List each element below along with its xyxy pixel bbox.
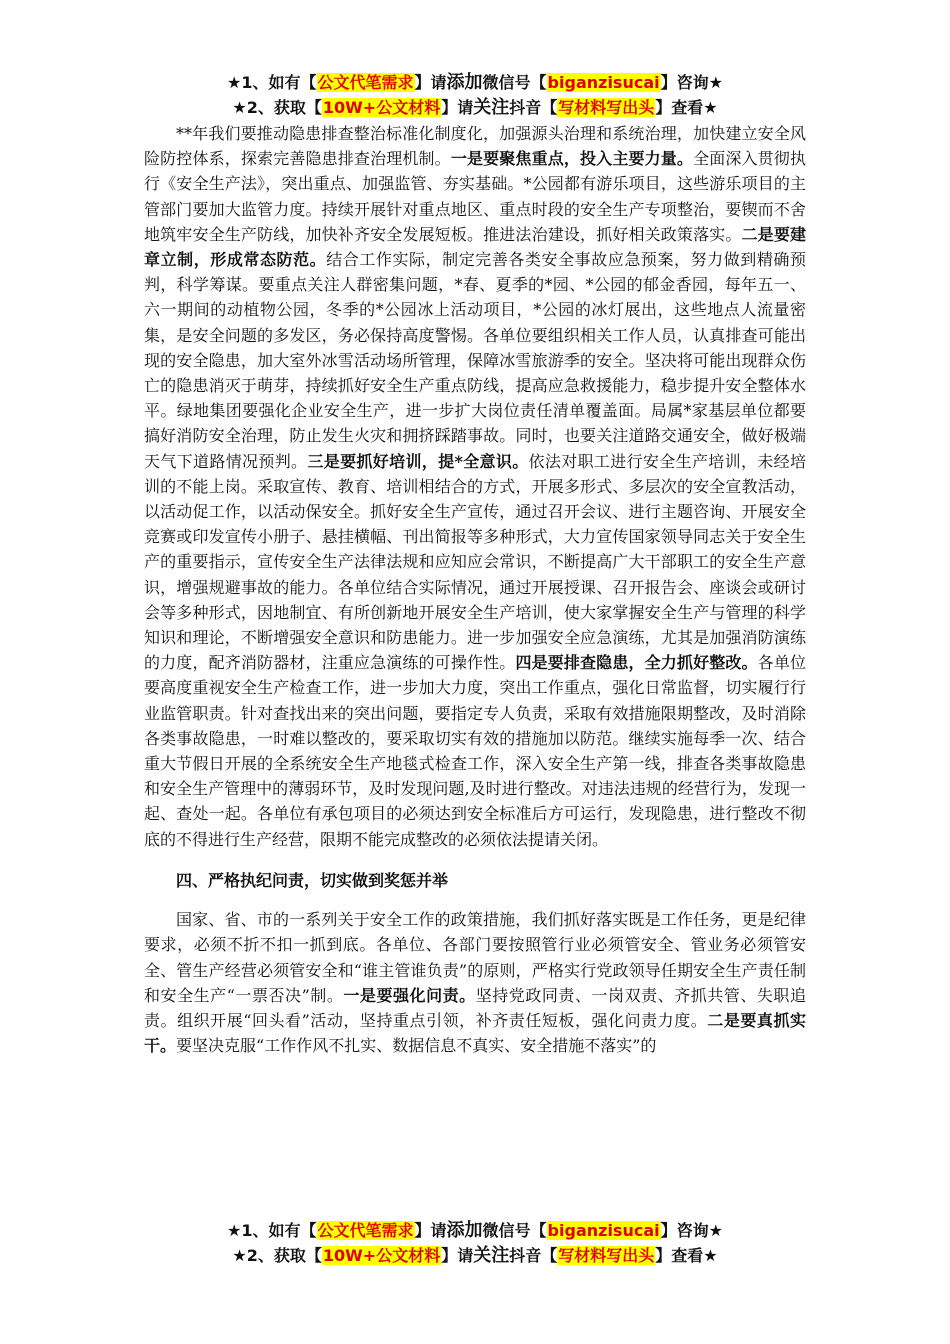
point-four-title: 四是要排查隐患，全力抓好整改。 — [515, 653, 758, 673]
promo-banner-top — [0, 70, 950, 120]
douyin-id: 写材料写出头 — [558, 1246, 655, 1265]
section-heading: 四、严格执纪问责，切实做到奖惩并举 — [176, 870, 449, 890]
accountability-point-one: 一是要强化问责。 — [343, 985, 476, 1005]
accountability-point-two: 二是要真抓实干。 — [144, 1010, 806, 1056]
highlight-keyword: 10W+公文材料 — [322, 98, 441, 117]
promo-banner-bottom — [0, 1218, 950, 1268]
promo-line-1: ★1、如有【公文代笔需求】请添加微信号【biganzisucai】咨询★ — [227, 72, 723, 93]
point-one-title: 一是要聚焦重点，投入主要力量。 — [450, 149, 694, 169]
wechat-id: biganzisucai — [547, 1221, 660, 1240]
paragraph-measures: **年我们要推动隐患排查整治标准化制度化，加强源头治理和系统治理，加快建立安全风险防控体系，探索完善隐患排查治理机制。一是要聚焦重点，投入主要力量。全面深入贯彻执行《安全生产法》，突出重点、加强监管、夯实基础。*公园都有游乐项目，这些游乐项目的主管部门要加大监管力度。持续开展针对重点地区、重点时段的安全生产专项整治，要锲而不舍地筑牢安全生产防线，加快补齐安全发展短板。推进法治建设，抓好相关政策落实。二是要建章立制，形成常态防范。结合工作实际，制定完善各类安全事故应急预案，努力做到精确预判，科学筹谋。要重点关注人群密集问题，*春、夏季的*园、*公园的郁金香园，每年五一、六一期间的动植物公园，冬季的*公园冰上活动项目，*公园的冰灯展出，这些地点人流量密集，是安全问题的多发区，务必保持高度警惕。各单位要组织相关工作人员，认真排查可能出现的安全隐患，加大室外冰雪活动场所管理，保障冰雪旅游季的安全。坚决将可能出现群众伤亡的隐患消灭于萌芽，持续抓好安全生产重点防线，提高应急救援能力，稳步提升安全整体水平。绿地集团要强化企业安全生产，进一步扩大岗位责任清单覆盖面。局属*家基层单位都要搞好消防安全治理，防止发生火灾和拥挤踩踏事故。同时，也要关注道路交通安全，做好极端天气下道路情况预判。三是要抓好培训，提*全意识。依法对职工进行安全生产培训，未经培训的不能上岗。采取宣传、教育、培训相结合的方式，开展多形式、多层次的安全宣教活动，以活动促工作，以活动保安全。抓好安全生产宣传，通过召开会议、进行主题咨询、开展安全竞赛或印发宣传小册子、悬挂横幅、刊出简报等多种形式，大力宣传国家领导同志关于安全生产的重要指示，宣传安全生产法律法规和应知应会常识，不断提高广大干部职工的安全生产意识，增强规避事故的能力。各单位结合实际情况，通过开展授课、召开报告会、座谈会或研讨会等多种形式，因地制宜、有所创新地开展安全生产培训，使大家掌握安全生产与管理的科学知识和理论，不断增强安全意识和防患能力。进一步加强安全应急演练，尤其是加强消防演练的力度，配齐消防器材，注重应急演练的可操作性。四是要排查隐患，全力抓好整改。各单位要高度重视安全生产检查工作，进一步加大力度，突出工作重点，强化日常监督，切实履行行业监管职责。针对查找出来的突出问题，要指定专人负责，采取有效措施限期整改，及时消除各类事故隐患，一时难以整改的，要采取切实有效的措施加以防范。继续实施每季一次、结合重大节假日开展的全系统安全生产地毯式检查工作，深入安全生产第一线，排查各类事故隐患和安全生产管理中的薄弱环节，及时发现问题,及时进行整改。对违法违规的经营行为，发现一起、查处一起。各单位有承包项目的必须达到安全标准后方可运行，发现隐患，进行整改不彻底的不得进行生产经营，限期不能完成整改的必须依法提请关闭。 — [144, 124, 806, 849]
promo-line-2: ★2、获取【10W+公文材料】请关注抖音【写材料写出头】查看★ — [232, 1245, 718, 1266]
highlight-keyword: 公文代笔需求 — [317, 1221, 414, 1240]
point-three-title: 三是要抓好培训，提*全意识。 — [307, 451, 529, 471]
paragraph-accountability: 国家、省、市的一系列关于安全工作的政策措施，我们抓好落实既是工作任务，更是纪律要求，必须不折不扣一抓到底。各单位、各部门要按照管行业必须管安全、管业务必须管安全、管生产经营必须管安全和“谁主管谁负责”的原则，严格实行党政领导任期安全生产责任制和安全生产“一票否决”制。一是要强化问责。坚持党政同责、一岗双责、齐抓共管、失职追责。组织开展“回头看”活动，坚持重点引领，补齐责任短板，强化问责力度。二是要真抓实干。要坚决克服“工作作风不扎实、数据信息不真实、安全措施不落实”的 — [144, 910, 806, 1056]
highlight-keyword: 10W+公文材料 — [322, 1246, 441, 1265]
douyin-id: 写材料写出头 — [558, 98, 655, 117]
point-two-title: 二是要建章立制，形成常态防范。 — [144, 224, 806, 270]
promo-line-2: ★2、获取【10W+公文材料】请关注抖音【写材料写出头】查看★ — [232, 97, 718, 118]
highlight-keyword: 公文代笔需求 — [317, 73, 414, 92]
wechat-id: biganzisucai — [547, 73, 660, 92]
promo-line-1: ★1、如有【公文代笔需求】请添加微信号【biganzisucai】咨询★ — [227, 1220, 723, 1241]
document-body — [144, 121, 806, 1058]
